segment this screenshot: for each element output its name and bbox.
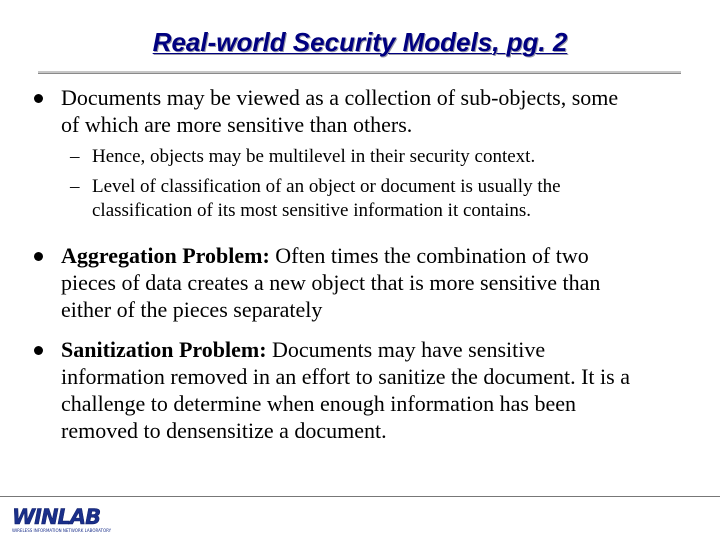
footer-divider: [0, 496, 720, 497]
subpoint-1-line-1: Hence, objects may be multilevel in their security context.: [92, 146, 536, 167]
bullet-3-line-1: Documents may have sensitive: [266, 337, 546, 362]
bullet-2-line-1: Often times the combination of two: [269, 243, 589, 268]
bullet-3-line-2: information removed in an effort to sanitize the document. It is a: [61, 364, 630, 389]
bullet-2-heading: Aggregation Problem:: [61, 243, 270, 268]
bullet-1-line-1: Documents may be viewed as a collection of sub-objects, some: [61, 85, 619, 110]
bullet-2-line-3: either of the pieces separately: [61, 297, 323, 322]
subpoint-1: [70, 145, 670, 169]
bullet-dot-icon: [34, 252, 43, 261]
bullet-1-text: [61, 84, 684, 138]
bullet-dot-icon: [34, 94, 43, 103]
bullet-dot-icon: [34, 346, 43, 355]
subpoint-2-text: [92, 175, 670, 223]
bullet-3-line-4: removed to densensitize a document.: [61, 418, 387, 443]
bullet-3-text: [61, 336, 684, 444]
dash-marker: –: [70, 146, 80, 167]
logo-text: WINLAB: [12, 505, 101, 529]
subpoint-2-line-1: Level of classification of an object or document is usually the: [92, 176, 561, 197]
dash-marker: –: [70, 176, 80, 197]
bullet-3-heading: Sanitization Problem:: [61, 337, 267, 362]
subpoint-2: [70, 175, 670, 223]
bullet-3: [34, 336, 684, 444]
bullet-2-text: [61, 242, 684, 323]
winlab-logo: [12, 507, 132, 537]
bullet-2: [34, 242, 684, 323]
bullet-1: [34, 84, 684, 138]
subpoint-2-line-2: classification of its most sensitive information it contains.: [92, 200, 532, 221]
title-divider: [38, 71, 681, 74]
bullet-2-line-2: pieces of data creates a new object that is more sensitive than: [61, 270, 601, 295]
logo-subtitle: WIRELESS INFORMATION NETWORK LABORATORY: [12, 528, 112, 533]
bullet-1-line-2: of which are more sensitive than others.: [61, 112, 413, 137]
slide-title: Real-world Security Models, pg. 2: [152, 27, 568, 57]
bullet-3-line-3: challenge to determine when enough information has been: [61, 391, 576, 416]
